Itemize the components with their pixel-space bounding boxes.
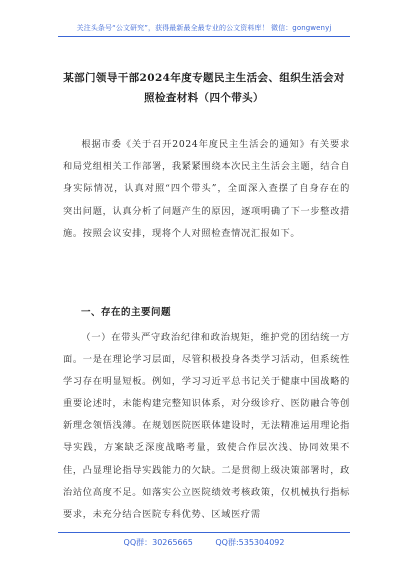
- section-body: [63, 327, 350, 526]
- footer-divider: [58, 532, 350, 533]
- section-heading: 一、存在的主要问题: [81, 307, 172, 318]
- document-title: 某部门领导干部2024年度专题民主生活会、组织生活会对照检查材料（四个带头）: [63, 72, 345, 104]
- header-promo-text: 关注头条号“公文研究”，获得最新最全最专业的公文资料库！ 微信：gongwenyj: [76, 24, 332, 32]
- intro-section: [63, 134, 350, 245]
- footer-qq-group-2: QQ群:535304092: [215, 538, 285, 547]
- footer-contacts: [0, 537, 408, 548]
- footer-qq-group-1: QQ群：30265665: [123, 538, 193, 547]
- section-paragraph: （一）在带头严守政治纪律和政治规矩，维护党的团结统一方面。一是在理论学习层面，尽管积极投身各类学习活动，但系统性学习存在明显短板。例如，学习习近平总书记关于健康中国战略的重要论述时，未能构建完整知识体系，对分级诊疗、医防融合等创新理念领悟浅薄。在规划医院医联体建设时，无法精准运用理论指导实践，方案缺乏深度战略考量，致使合作层次浅、协同效果不佳，凸显理论指导实践能力的欠缺。二是贯彻上级决策部署时，政治站位高度不足。如落实公立医院绩效考核政策，仅机械执行指标要求，未充分结合医院专科优势、区域医疗需: [63, 332, 350, 520]
- intro-paragraph: 根据市委《关于召开2024年度民主生活会的通知》有关要求和局党组相关工作部署，我紧紧围绕本次民主生活会主题，结合自身实际情况，认真对照“四个带头”，全面深入查摆了自身存在的突出问题，认真分析了问题产生的原因，逐项明确了下一步整改措施。按照会议安排，现将个人对照检查情况汇报如下。: [63, 139, 350, 239]
- header-divider: [58, 36, 350, 37]
